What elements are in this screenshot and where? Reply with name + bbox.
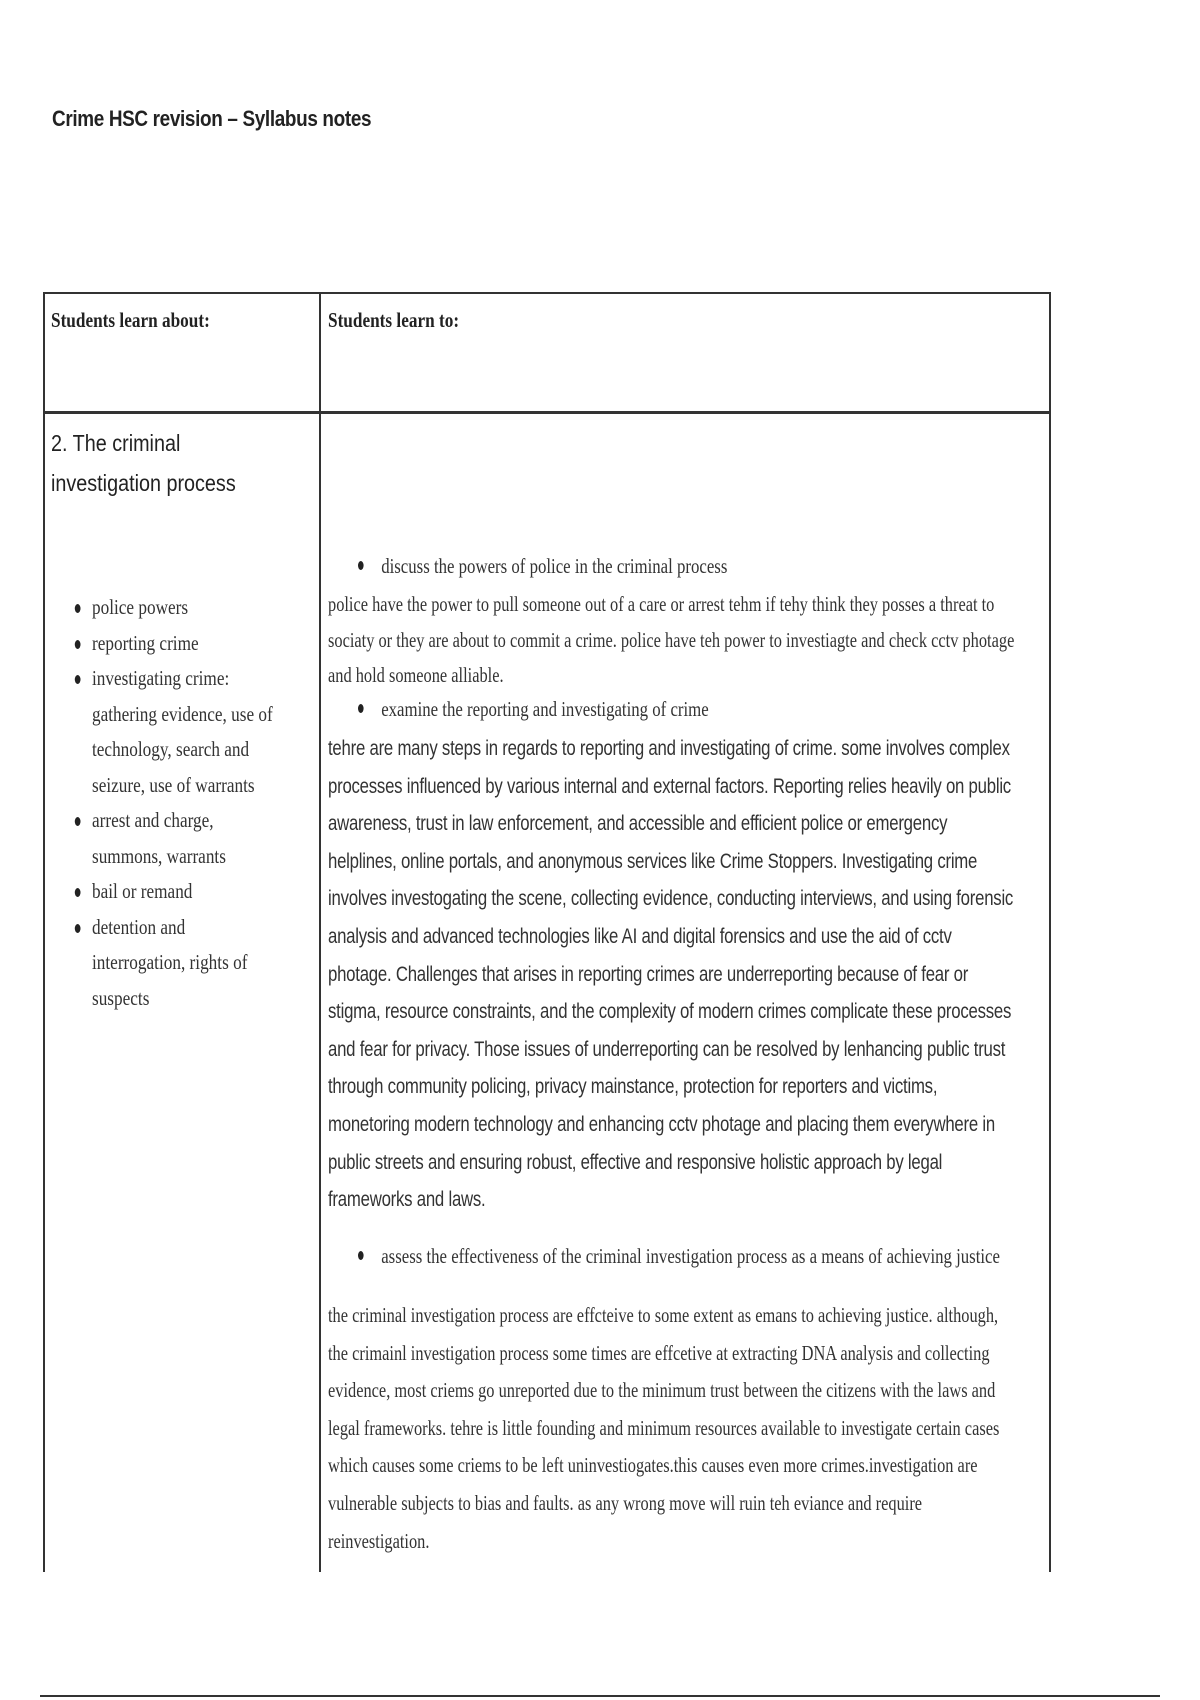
learn-to-bullet-text: discuss the powers of police in the criminal process: [381, 554, 728, 578]
table-border-top: [43, 292, 1051, 294]
learn-to-response: tehre are many steps in regards to reporting and investigating of crime. some involves complex processes influenced by various internal and external factors. Reporting relies heavily on public awareness, trust in law enforcement, and accessible and efficient police or emergency helplines, online portals, and anonymous services like Crime Stoppers. Investigating crime involves investogating the scene, collecting evidence, conducting interviews, and using forensic analysis and advanced technologies like AI and digital forensics and use the aid of cctv photage. Challenges that arises in reporting crimes are underreporting because of fear or stigma, resource constraints, and the complexity of modern crimes complicate these processes and fear for privacy. Those issues of underreporting can be resolved by lenhancing public trust through community policing, privacy mainstance, protection for reporters and victims, monetoring modern technology and enhancing cctv photage and placing them everywhere in public streets and ensuring robust, effective and responsive holistic approach by legal frameworks and laws.: [328, 736, 1014, 1212]
topic-item: detention and interrogation, rights of suspects: [51, 910, 277, 1017]
table-border-left: [43, 292, 45, 1572]
learn-to-bullet: [358, 1244, 1000, 1269]
learn-to-response: the criminal investigation process are effcteive to some extent as emans to achieving justice. although, the crimainl investigation process some times are effcetive at extracting DNA analysis and collecting evidence, most criems go unreported due to the minimum trust between the citizens with the laws and legal frameworks. tehre is little founding and minimum resources available to investigate certain cases which causes some criems to be left uninvestiogates.this causes even more crimes.investigation are vulnerable subjects to bias and faults. as any wrong move will ruin teh eviance and require reinvestigation.: [328, 1303, 1000, 1553]
page-bottom-rule: [40, 1695, 1160, 1697]
table-header-divider: [43, 411, 1051, 414]
header-learn-to: Students learn to:: [328, 308, 460, 332]
learn-to-bullet: [358, 697, 709, 722]
bullet-icon: [358, 561, 364, 570]
document-title: Crime HSC revision – Syllabus notes: [52, 106, 372, 131]
topics-list: [51, 590, 319, 1016]
table-column-divider: [319, 292, 321, 1572]
header-learn-about: Students learn about:: [51, 308, 210, 332]
topic-item: police powers: [51, 590, 277, 626]
bullet-icon: [358, 1251, 364, 1260]
topic-item: bail or remand: [51, 874, 277, 910]
learn-to-response: police have the power to pull someone out of a care or arrest tehm if tehy think they posses a threat to sociaty or they are about to commit a crime. police have teh power to investiagte and check cctv photage and hold someone alliable.: [328, 592, 1015, 687]
bullet-icon: [358, 704, 364, 713]
section-heading: 2. The criminal investigation process: [51, 430, 236, 496]
learn-to-bullet-text: examine the reporting and investigating of crime: [381, 697, 709, 721]
topic-item: investigating crime: gathering evidence, use of technology, search and seizure, use of warrants: [51, 661, 277, 803]
topic-item: arrest and charge, summons, warrants: [51, 803, 277, 874]
learn-to-bullet-text: assess the effectiveness of the criminal investigation process as a means of achieving justice: [381, 1244, 1000, 1268]
syllabus-table: [43, 292, 1051, 1572]
topic-item: reporting crime: [51, 626, 277, 662]
learn-to-bullet: [358, 554, 727, 579]
table-border-right: [1049, 292, 1051, 1572]
